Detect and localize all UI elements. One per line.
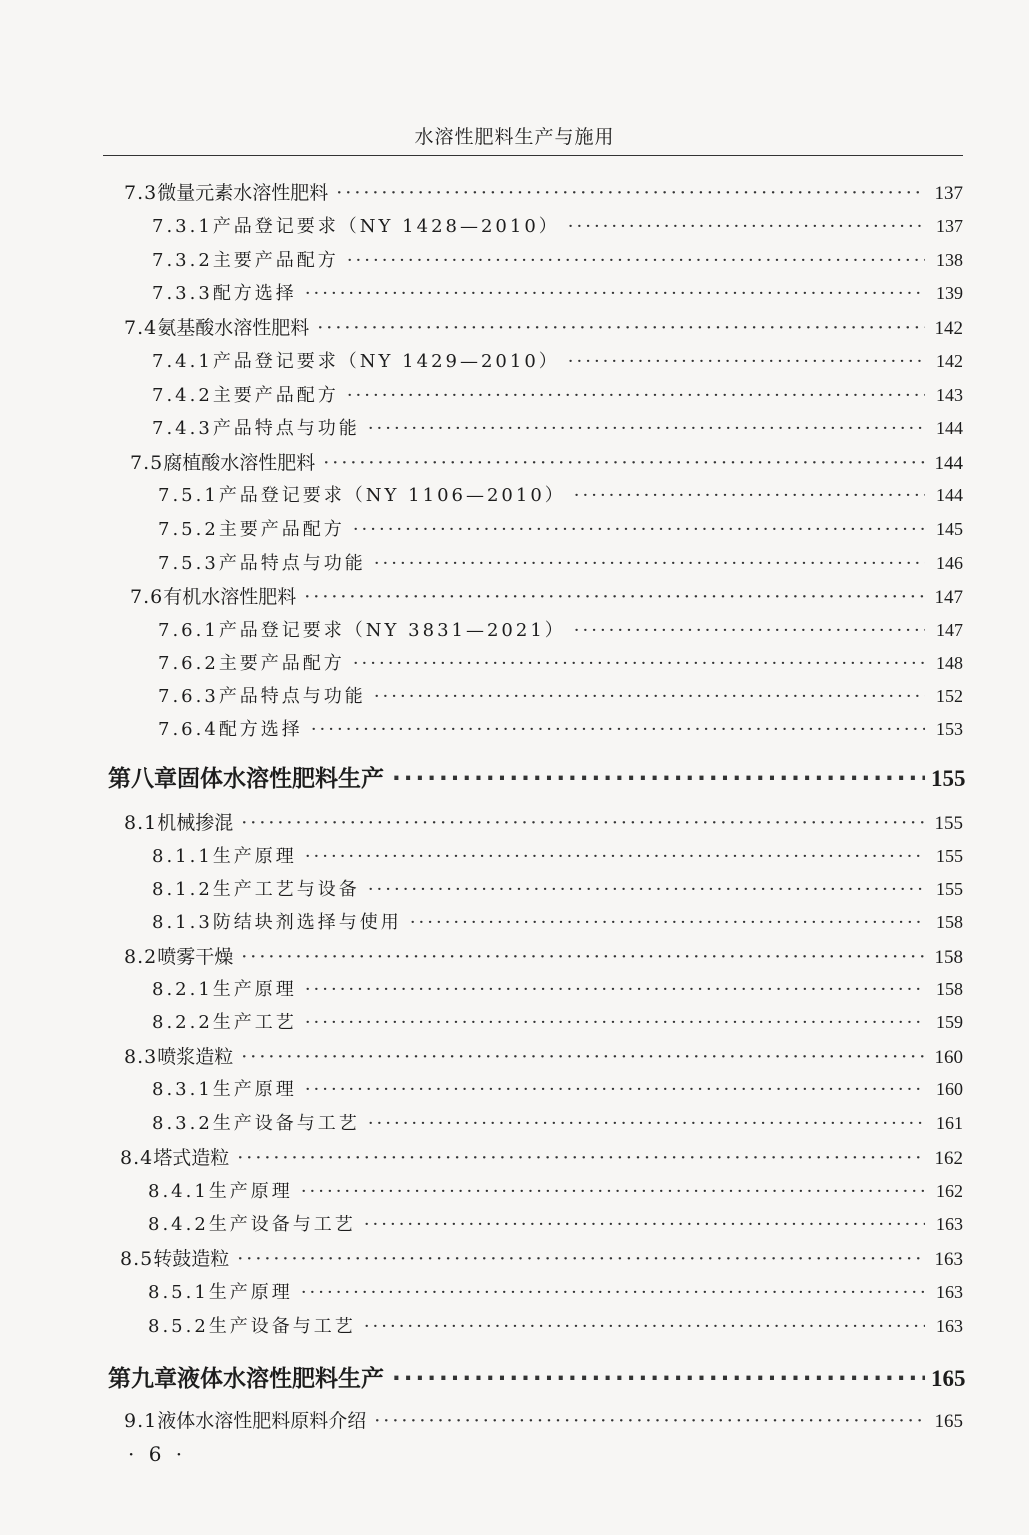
toc-entry-title: 液体水溶性肥料生产 <box>177 1366 384 1392</box>
toc-entry-number: 8.3.2 <box>152 1113 213 1134</box>
leader-dots <box>317 317 925 339</box>
toc-entry-number: 7.6 <box>130 586 164 608</box>
toc-entry-title: 产品特点与功能 <box>218 686 366 707</box>
toc-entry-title: 主要产品配方 <box>218 653 345 674</box>
toc-entry <box>158 715 963 741</box>
toc-entry-number: 8.2.2 <box>152 1012 213 1033</box>
toc-entry-page: 155 <box>936 879 963 899</box>
leader-dots <box>336 182 925 204</box>
toc-entry <box>130 582 963 608</box>
leader-dots <box>237 1248 925 1270</box>
toc-entry-title: 生产原理 <box>208 1181 293 1202</box>
toc-entry-page: 155 <box>936 846 963 866</box>
leader-dots <box>368 879 925 900</box>
toc-entry <box>148 1210 963 1236</box>
toc-entry <box>152 842 963 868</box>
toc-entry <box>152 975 963 1001</box>
toc-entry-page: 147 <box>936 620 963 640</box>
toc-entry-number: 第九章 <box>108 1366 177 1392</box>
toc-entry <box>158 549 963 575</box>
leader-dots <box>305 1079 925 1100</box>
toc-entry-page: 137 <box>934 183 963 204</box>
toc-entry <box>152 246 963 272</box>
toc-entry <box>152 414 963 440</box>
toc-entry <box>152 908 963 934</box>
toc-entry-title: 喷雾干燥 <box>157 946 234 968</box>
toc-entry-number: 7.6.2 <box>158 653 219 674</box>
leader-dots <box>568 216 925 237</box>
toc-entry-page: 161 <box>936 1113 963 1133</box>
toc-entry-title: 腐植酸水溶性肥料 <box>163 452 316 474</box>
toc-entry-number: 7.5 <box>130 452 164 474</box>
leader-dots <box>301 1181 925 1202</box>
leader-dots <box>301 1282 925 1303</box>
toc-entry-page: 152 <box>936 686 963 706</box>
toc-entry-number: 7.6.4 <box>158 719 219 740</box>
toc-entry <box>124 1406 963 1432</box>
leader-dots <box>364 1316 925 1337</box>
toc-entry-page: 148 <box>936 653 963 673</box>
toc-entry-number: 第八章 <box>108 766 177 792</box>
toc-entry-title: 主要产品配方 <box>218 519 345 540</box>
toc-entry-title: 液体水溶性肥料原料介绍 <box>157 1410 367 1432</box>
leader-dots <box>374 1410 925 1432</box>
toc-entry-page: 160 <box>934 1047 963 1068</box>
toc-entry-page: 158 <box>934 947 963 968</box>
toc-entry-number: 7.6.3 <box>158 686 219 707</box>
leader-dots <box>353 519 925 540</box>
toc-entry <box>158 481 963 507</box>
leader-dots <box>353 653 925 674</box>
toc-entry-page: 159 <box>936 1012 963 1032</box>
toc-entry-page: 142 <box>936 351 963 371</box>
toc-entry-number: 8.5 <box>120 1248 154 1270</box>
toc-entry-title: 生产原理 <box>208 1282 293 1303</box>
toc-entry <box>120 1244 963 1270</box>
toc-entry-number: 8.5.1 <box>148 1282 209 1303</box>
leader-dots <box>305 846 925 867</box>
toc-entry-page: 153 <box>936 719 963 739</box>
toc-entry-title: 喷浆造粒 <box>157 1046 234 1068</box>
leader-dots <box>241 946 925 968</box>
toc-entry-title: 有机水溶性肥料 <box>163 586 297 608</box>
toc-entry-page: 144 <box>936 485 963 505</box>
toc-entry-number: 9.1 <box>124 1410 158 1432</box>
toc-entry-title: 配方选择 <box>218 719 303 740</box>
toc-entry-title: 生产原理 <box>212 1079 297 1100</box>
toc-entry-page: 144 <box>936 418 963 438</box>
toc-entry <box>148 1312 963 1338</box>
toc-entry-number: 7.5.2 <box>158 519 219 540</box>
leader-dots <box>347 250 925 271</box>
toc-chapter-entry <box>108 1360 966 1392</box>
toc-entry <box>152 1075 963 1101</box>
toc-entry-title: 转鼓造粒 <box>153 1248 230 1270</box>
toc-entry <box>148 1278 963 1304</box>
toc-entry-title: 产品特点与功能 <box>212 418 360 439</box>
toc-entry-page: 165 <box>931 1366 966 1391</box>
toc-entry-page: 163 <box>936 1282 963 1302</box>
toc-entry-title: 生产原理 <box>212 979 297 1000</box>
toc-entry-number: 7.4.1 <box>152 351 213 372</box>
page-number: · 6 · <box>128 1442 187 1466</box>
toc-entry <box>152 212 963 238</box>
toc-entry-number: 8.5.2 <box>148 1316 209 1337</box>
toc-entry-page: 138 <box>936 250 963 270</box>
leader-dots <box>410 912 925 933</box>
leader-dots <box>574 485 925 506</box>
toc-entry-title: 产品登记要求（NY 1106—2010） <box>218 485 566 506</box>
leader-dots <box>374 686 925 707</box>
leader-dots <box>304 586 925 608</box>
toc-entry-title: 产品登记要求（NY 1429—2010） <box>212 351 560 372</box>
toc-entry <box>124 178 963 204</box>
toc-chapter-entry <box>108 760 966 792</box>
toc-entry-number: 7.3.2 <box>152 250 213 271</box>
leader-dots <box>374 553 925 574</box>
leader-dots <box>241 1046 925 1068</box>
toc-entry-title: 生产设备与工艺 <box>208 1316 356 1337</box>
toc-entry <box>158 616 963 642</box>
toc-entry <box>152 1109 963 1135</box>
toc-entry <box>158 515 963 541</box>
toc-entry-title: 主要产品配方 <box>212 250 339 271</box>
toc-entry-page: 137 <box>936 216 963 236</box>
toc-entry <box>120 1143 963 1169</box>
toc-entry-number: 7.6.1 <box>158 620 219 641</box>
toc-entry-page: 158 <box>936 912 963 932</box>
toc-entry <box>148 1177 963 1203</box>
leader-dots <box>237 1147 925 1169</box>
toc-entry-number: 8.4 <box>120 1147 154 1169</box>
toc-entry-number: 8.3.1 <box>152 1079 213 1100</box>
toc-entry-page: 162 <box>936 1181 963 1201</box>
toc-entry-number: 7.5.3 <box>158 553 219 574</box>
toc-entry-title: 机械掺混 <box>157 812 234 834</box>
leader-dots <box>305 283 925 304</box>
toc-entry-number: 8.1 <box>124 812 158 834</box>
toc-entry-page: 165 <box>934 1411 963 1432</box>
toc-entry-title: 配方选择 <box>212 283 297 304</box>
toc-entry-page: 145 <box>936 519 963 539</box>
toc-entry <box>158 649 963 675</box>
toc-entry-page: 139 <box>936 283 963 303</box>
toc-entry-title: 塔式造粒 <box>153 1147 230 1169</box>
toc-entry-title: 产品登记要求（NY 3831—2021） <box>218 620 566 641</box>
toc-entry-title: 生产原理 <box>212 846 297 867</box>
toc-entry-number: 7.3.1 <box>152 216 213 237</box>
leader-dots <box>323 452 925 474</box>
toc-entry <box>152 279 963 305</box>
toc-entry-page: 158 <box>936 979 963 999</box>
leader-dots <box>364 1214 925 1235</box>
leader-dots <box>305 979 925 1000</box>
toc-entry-number: 8.3 <box>124 1046 158 1068</box>
toc-entry-number: 8.2 <box>124 946 158 968</box>
toc-entry-page: 155 <box>934 813 963 834</box>
toc-entry-number: 7.4.2 <box>152 385 213 406</box>
toc-entry <box>152 347 963 373</box>
toc-entry-number: 8.2.1 <box>152 979 213 1000</box>
toc-entry-number: 7.3.3 <box>152 283 213 304</box>
toc-entry-title: 生产设备与工艺 <box>212 1113 360 1134</box>
toc-entry-page: 147 <box>934 587 963 608</box>
toc-entry-page: 163 <box>936 1214 963 1234</box>
toc-entry-title: 氨基酸水溶性肥料 <box>157 317 310 339</box>
toc-entry-page: 146 <box>936 553 963 573</box>
toc-entry <box>130 448 963 474</box>
leader-dots <box>311 719 925 740</box>
toc-entry-title: 微量元素水溶性肥料 <box>157 182 329 204</box>
toc-entry-number: 8.1.2 <box>152 879 213 900</box>
leader-dots <box>568 351 925 372</box>
leader-dots <box>574 620 925 641</box>
toc-entry-title: 产品特点与功能 <box>218 553 366 574</box>
toc-entry-number: 8.1.3 <box>152 912 213 933</box>
running-head: 水溶性肥料生产与施用 <box>414 126 615 148</box>
toc-entry-page: 142 <box>934 318 963 339</box>
toc-entry-page: 163 <box>936 1316 963 1336</box>
toc-entry <box>152 381 963 407</box>
toc-entry-number: 8.4.1 <box>148 1181 209 1202</box>
toc-entry-page: 160 <box>936 1079 963 1099</box>
leader-dots <box>392 1366 925 1392</box>
toc-entry <box>152 1008 963 1034</box>
leader-dots <box>241 812 925 834</box>
leader-dots <box>368 1113 925 1134</box>
toc-entry <box>124 942 963 968</box>
toc-entry-title: 生产工艺与设备 <box>212 879 360 900</box>
toc-entry <box>124 808 963 834</box>
toc-entry-page: 143 <box>936 385 963 405</box>
toc-entry <box>124 313 963 339</box>
toc-entry <box>158 682 963 708</box>
leader-dots <box>368 418 925 439</box>
toc-entry-page: 155 <box>931 766 966 791</box>
toc-entry-page: 144 <box>934 453 963 474</box>
leader-dots <box>305 1012 925 1033</box>
toc-entry-number: 7.4.3 <box>152 418 213 439</box>
toc-entry-title: 防结块剂选择与使用 <box>212 912 402 933</box>
toc-entry-number: 7.3 <box>124 182 158 204</box>
toc-entry-title: 固体水溶性肥料生产 <box>177 766 384 792</box>
toc-entry-title: 产品登记要求（NY 1428—2010） <box>212 216 560 237</box>
toc-entry-title: 主要产品配方 <box>212 385 339 406</box>
toc-entry-number: 7.5.1 <box>158 485 219 506</box>
toc-entry-number: 8.4.2 <box>148 1214 209 1235</box>
toc-entry <box>124 1042 963 1068</box>
toc-entry <box>152 875 963 901</box>
toc-entry-page: 163 <box>934 1249 963 1270</box>
leader-dots <box>347 385 925 406</box>
toc-entry-title: 生产设备与工艺 <box>208 1214 356 1235</box>
toc-entry-number: 7.4 <box>124 317 158 339</box>
toc-entry-page: 162 <box>934 1148 963 1169</box>
toc-entry-title: 生产工艺 <box>212 1012 297 1033</box>
leader-dots <box>392 766 925 792</box>
toc-entry-number: 8.1.1 <box>152 846 213 867</box>
